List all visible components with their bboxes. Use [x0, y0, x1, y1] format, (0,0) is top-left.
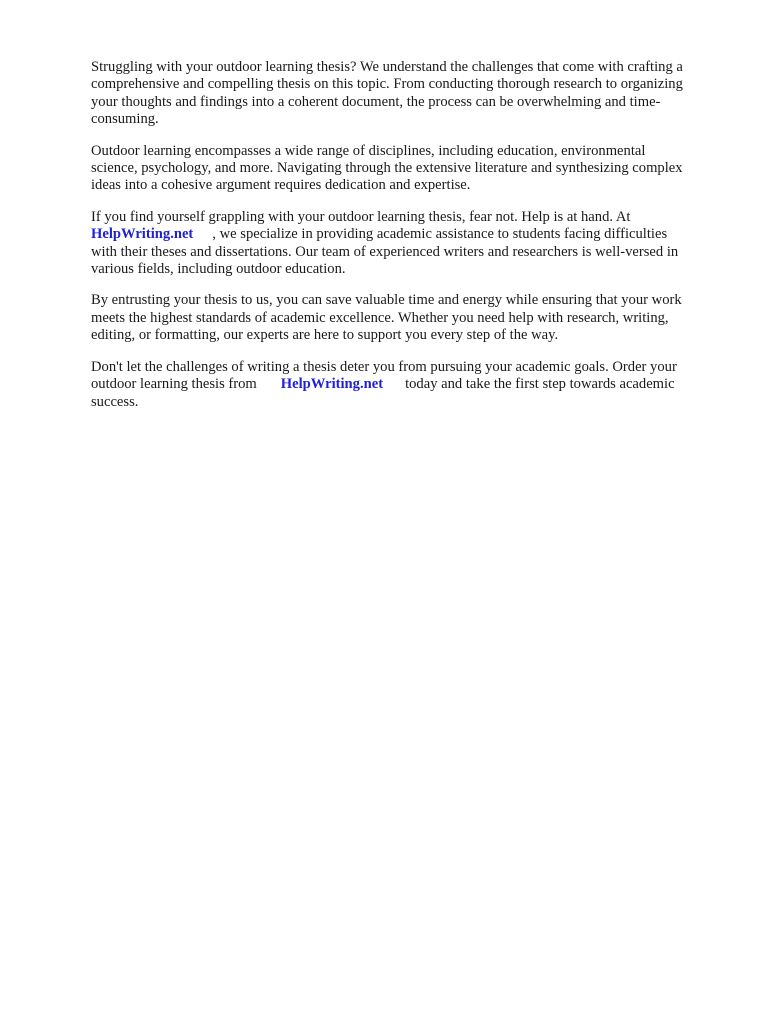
helpwriting-link[interactable]: HelpWriting.net — [280, 376, 384, 393]
text-line: various fields, including outdoor education. — [91, 261, 346, 278]
text-fragment: , we specialize in providing academic assistance to students facing difficulties — [212, 226, 668, 243]
text-line: ideas into a cohesive argument requires dedication and expertise. — [91, 177, 471, 194]
text-line: your thoughts and findings into a coherent document, the process can be overwhelming and time- — [91, 93, 661, 110]
paragraph-help — [91, 209, 731, 279]
paragraph-entrusting — [91, 292, 731, 344]
paragraph-closing — [91, 359, 731, 411]
text-line: comprehensive and compelling thesis on this topic. From conducting thorough research to organizing — [91, 76, 683, 93]
text-fragment: today and take the first step towards academic — [405, 376, 675, 393]
text-line — [91, 226, 731, 243]
text-line: consuming. — [91, 111, 159, 128]
text-line: Outdoor learning encompasses a wide range of disciplines, including education, environmental — [91, 142, 646, 159]
text-line: By entrusting your thesis to us, you can save valuable time and energy while ensuring that your work — [91, 292, 682, 309]
text-line: success. — [91, 393, 139, 410]
document-page — [91, 59, 731, 425]
paragraph-disciplines — [91, 143, 731, 195]
text-line: Don't let the challenges of writing a thesis deter you from pursuing your academic goals. Order your — [91, 358, 677, 375]
text-fragment: outdoor learning thesis from — [91, 376, 257, 393]
text-line: editing, or formatting, our experts are here to support you every step of the way. — [91, 327, 559, 344]
text-line: science, psychology, and more. Navigating through the extensive literature and synthesizing complex — [91, 160, 683, 177]
helpwriting-link[interactable]: HelpWriting.net — [91, 226, 194, 243]
text-line — [91, 376, 731, 393]
text-line: Struggling with your outdoor learning thesis? We understand the challenges that come with crafting a — [91, 59, 683, 75]
text-line: with their theses and dissertations. Our team of experienced writers and researchers is well-versed in — [91, 243, 679, 260]
paragraph-intro — [91, 59, 731, 129]
text-line: meets the highest standards of academic excellence. Whether you need help with research, writing, — [91, 309, 669, 326]
text-line: If you find yourself grappling with your outdoor learning thesis, fear not. Help is at hand. At — [91, 208, 631, 225]
